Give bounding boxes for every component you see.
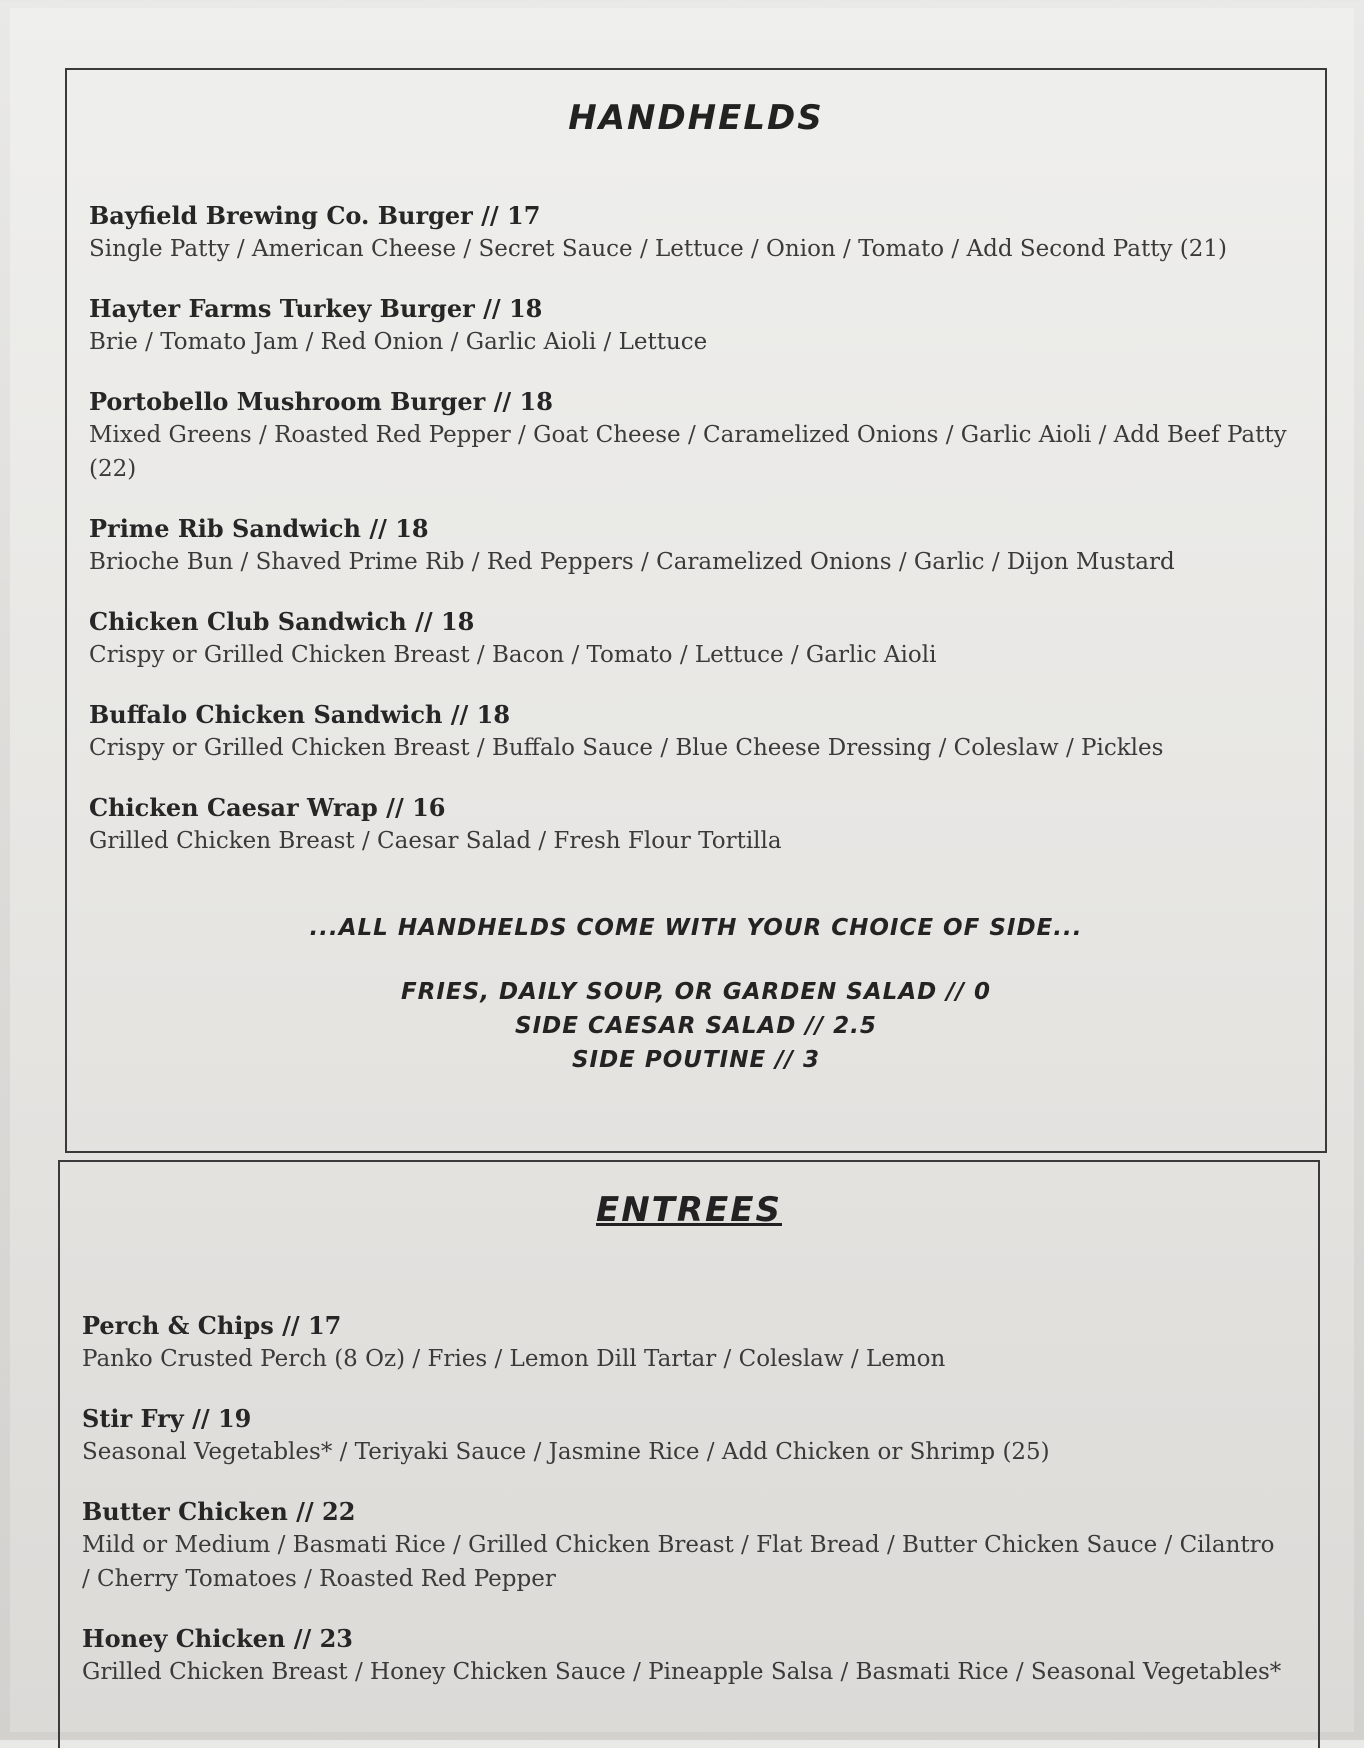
side-option: SIDE CAESAR SALAD // 2.5 bbox=[515, 1013, 877, 1039]
menu-item bbox=[82, 1623, 1288, 1689]
menu-item-description: Crispy or Grilled Chicken Breast / Bacon / Tomato / Lettuce / Garlic Aioli bbox=[89, 642, 937, 668]
menu-item-name: Hayter Farms Turkey Burger // 18 bbox=[89, 294, 543, 323]
menu-item bbox=[89, 699, 1295, 765]
menu-item bbox=[82, 1496, 1288, 1596]
side-option: SIDE POUTINE // 3 bbox=[571, 1047, 821, 1073]
menu-item-description: Panko Crusted Perch (8 Oz) / Fries / Lemon Dill Tartar / Coleslaw / Lemon bbox=[82, 1346, 946, 1372]
menu-item-description: Grilled Chicken Breast / Honey Chicken Sauce / Pineapple Salsa / Basmati Rice / Seasonal Vegetables* bbox=[82, 1659, 1282, 1685]
menu-item bbox=[82, 1403, 1288, 1469]
section-title-entrees: ENTREES bbox=[596, 1190, 782, 1230]
menu-item bbox=[89, 513, 1295, 579]
menu-item-description: Mild or Medium / Basmati Rice / Grilled Chicken Breast / Flat Bread / Butter Chicken Sauce / Cilantro / Cherry Tomatoes / Roasted Red Pepper bbox=[82, 1532, 1275, 1592]
menu-item-name: Prime Rib Sandwich // 18 bbox=[89, 514, 429, 543]
menu-item-name: Honey Chicken // 23 bbox=[82, 1624, 353, 1653]
menu-item-description: Mixed Greens / Roasted Red Pepper / Goat Cheese / Caramelized Onions / Garlic Aioli / Add Beef Patty (22) bbox=[89, 422, 1287, 482]
sides-note: ...ALL HANDHELDS COME WITH YOUR CHOICE OF SIDE... bbox=[309, 915, 1083, 941]
menu-item-description: Crispy or Grilled Chicken Breast / Buffalo Sauce / Blue Cheese Dressing / Coleslaw / Pickles bbox=[89, 735, 1164, 761]
menu-item-name: Buffalo Chicken Sandwich // 18 bbox=[89, 700, 511, 729]
menu-item-description: Brie / Tomato Jam / Red Onion / Garlic Aioli / Lettuce bbox=[89, 329, 708, 355]
entrees-list bbox=[82, 1310, 1288, 1716]
menu-item bbox=[89, 386, 1295, 486]
menu-item bbox=[82, 1310, 1288, 1376]
menu-item-description: Single Patty / American Cheese / Secret Sauce / Lettuce / Onion / Tomato / Add Second Patty (21) bbox=[89, 236, 1227, 262]
menu-item-name: Chicken Club Sandwich // 18 bbox=[89, 607, 475, 636]
menu-item-description: Grilled Chicken Breast / Caesar Salad / Fresh Flour Tortilla bbox=[89, 828, 782, 854]
handhelds-list bbox=[89, 200, 1295, 885]
sides-block bbox=[67, 915, 1325, 1077]
handhelds-section bbox=[65, 68, 1327, 1153]
menu-item-description: Brioche Bun / Shaved Prime Rib / Red Peppers / Caramelized Onions / Garlic / Dijon Mustard bbox=[89, 549, 1175, 575]
menu-item-name: Stir Fry // 19 bbox=[82, 1404, 252, 1433]
menu-item bbox=[89, 293, 1295, 359]
menu-item-name: Portobello Mushroom Burger // 18 bbox=[89, 387, 553, 416]
menu-item bbox=[89, 792, 1295, 858]
menu-item-description: Seasonal Vegetables* / Teriyaki Sauce / Jasmine Rice / Add Chicken or Shrimp (25) bbox=[82, 1439, 1050, 1465]
side-option: FRIES, DAILY SOUP, OR GARDEN SALAD // 0 bbox=[400, 979, 992, 1005]
menu-item-name: Bayfield Brewing Co. Burger // 17 bbox=[89, 201, 541, 230]
menu-item-name: Perch & Chips // 17 bbox=[82, 1311, 342, 1340]
menu-item bbox=[89, 606, 1295, 672]
menu-item bbox=[89, 200, 1295, 266]
menu-item-name: Butter Chicken // 22 bbox=[82, 1497, 356, 1526]
menu-page bbox=[10, 8, 1354, 1732]
menu-item-name: Chicken Caesar Wrap // 16 bbox=[89, 793, 446, 822]
section-title-handhelds: HANDHELDS bbox=[568, 98, 824, 138]
entrees-section bbox=[58, 1160, 1320, 1748]
